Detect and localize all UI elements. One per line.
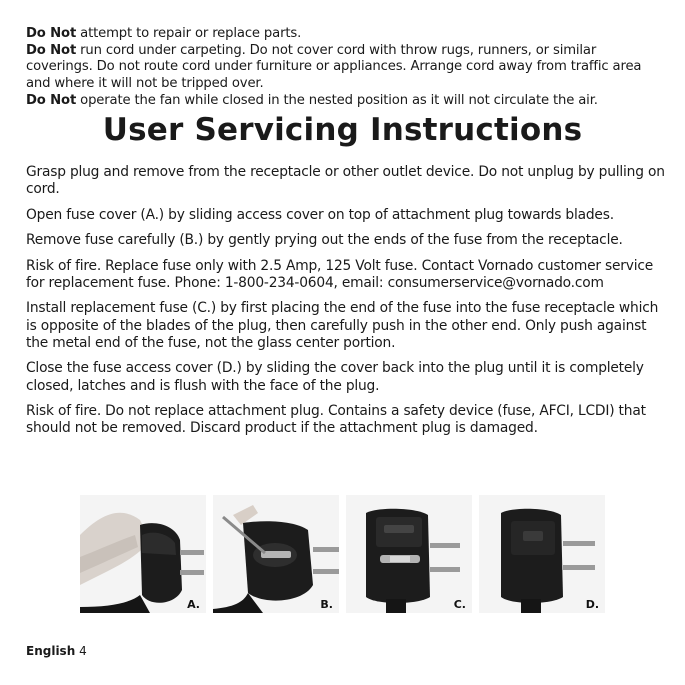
footer-language: English: [26, 644, 76, 658]
step-7: Risk of fire. Do not replace attachment plug. Contains a safety device (fuse, AFCI, LCDI) that should not be removed. Discard product if the attachment plug is damaged.: [26, 403, 646, 437]
warning-2-lead: Do Not: [26, 42, 77, 58]
step-3: Remove fuse carefully (B.) by gently prying out the ends of the fuse from the receptacle.: [26, 232, 623, 249]
step-6: Close the fuse access cover (D.) by sliding the cover back into the plug until it is completely closed, latches and is flush with the face of the plug.: [26, 360, 644, 394]
step-4: Risk of fire. Replace fuse only with 2.5 Amp, 125 Volt fuse. Contact Vornado customer service for replacement fuse. Phone: 1-800-234-0604, email: consumerservice@vornado.com: [26, 257, 654, 291]
warning-3-lead: Do Not: [26, 92, 77, 108]
plug-tool-image: [213, 495, 339, 613]
warning-3: [26, 93, 666, 110]
warning-1-text: attempt to repair or replace parts.: [76, 26, 302, 41]
photo-b: [213, 495, 339, 613]
step-5: Install replacement fuse (C.) by first placing the end of the fuse into the fuse receptacle which is opposite of the blades of the plug, then carefully push in the other end. Only push against the metal end of the fuse, not the glass center portion.: [26, 300, 659, 351]
step-2: Open fuse cover (A.) by sliding access cover on top of attachment plug towards blades.: [26, 206, 614, 223]
warning-3-text: operate the fan while closed in the nested position as it will not circulate the air.: [76, 92, 598, 108]
warning-2: [26, 43, 666, 93]
step-1: Grasp plug and remove from the receptacle or other outlet device. Do not unplug by pulling on cord.: [26, 164, 665, 198]
photo-strip: [80, 495, 610, 615]
warning-2-text: run cord under carpeting. Do not cover cord with throw rugs, runners, or similar coverings. Do not route cord under furniture or appliances. Arrange cord away from traffic area and where it will not be tripped over.: [26, 42, 642, 92]
photo-a: [80, 495, 206, 613]
warning-1: [26, 26, 666, 43]
photo-caption-a: A.: [187, 598, 200, 611]
page-title: User Servicing Instructions: [102, 112, 583, 148]
warning-1-lead: Do Not: [26, 26, 77, 41]
plug-closed-image: [479, 495, 605, 613]
photo-caption-d: D.: [585, 598, 599, 611]
instruction-steps: [26, 164, 666, 446]
photo-d: [479, 495, 605, 613]
plug-fuse-image: [346, 495, 472, 613]
footer-page-number: 4: [79, 644, 87, 658]
photo-c: [346, 495, 472, 613]
plug-hand-image: [80, 495, 206, 613]
page-footer: [26, 644, 87, 658]
warnings-block: [26, 26, 666, 110]
photo-caption-b: B.: [320, 598, 333, 611]
photo-caption-c: C.: [453, 598, 466, 611]
